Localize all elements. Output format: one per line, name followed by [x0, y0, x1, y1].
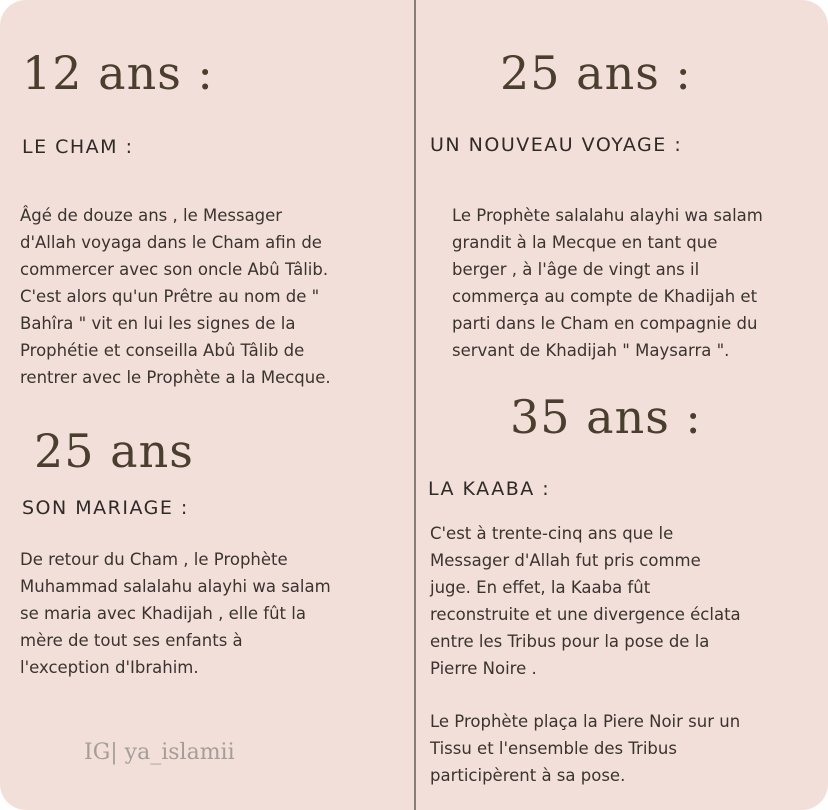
mariage-heading: SON MARIAGE : — [22, 497, 189, 519]
text-line: commerça au compte de Khadijah et — [452, 287, 758, 306]
text-line: Messager d'Allah fut pris comme — [430, 551, 701, 570]
age-35-title: 35 ans : — [510, 390, 702, 444]
text-line: rentrer avec le Prophète a la Mecque. — [20, 368, 331, 387]
text-line: De retour du Cham , le Prophète — [20, 550, 288, 569]
cham-paragraph — [20, 202, 331, 391]
cham-heading: LE CHAM : — [22, 136, 134, 158]
text-line: d'Allah voyaga dans le Cham afin de — [20, 233, 322, 252]
instagram-watermark: IG| ya_islamii — [84, 740, 235, 765]
text-line: commercer avec son oncle Abû Tâlib. — [20, 260, 329, 279]
text-line: Muhammad salalahu alayhi wa salam — [20, 577, 331, 596]
text-line: grandit à la Mecque en tant que — [452, 233, 718, 252]
text-line: Bahîra " vit en lui les signes de la — [20, 314, 296, 333]
text-line: se maria avec Khadijah , elle fût la — [20, 604, 306, 623]
column-divider — [414, 0, 416, 810]
age-12-title: 12 ans : — [22, 46, 214, 100]
kaaba-paragraph — [430, 520, 741, 682]
text-line: reconstruite et une divergence éclata — [430, 605, 741, 624]
text-line: juge. En effet, la Kaaba fût — [430, 578, 651, 597]
age-25-mariage-title: 25 ans — [34, 424, 194, 478]
text-line: participèrent à sa pose. — [430, 766, 626, 785]
text-line: parti dans le Cham en compagnie du — [452, 314, 758, 333]
text-line: Le Prophète plaça la Piere Noir sur un — [430, 712, 741, 731]
text-line: Tissu et l'ensemble des Tribus — [430, 739, 677, 758]
voyage-heading: UN NOUVEAU VOYAGE : — [430, 134, 683, 156]
text-line: C'est à trente-cinq ans que le — [430, 524, 674, 543]
text-line: Prophétie et conseilla Abû Tâlib de — [20, 341, 305, 360]
age-25-voyage-title: 25 ans : — [500, 46, 692, 100]
text-line: servant de Khadijah " Maysarra ". — [452, 341, 730, 360]
mariage-paragraph — [20, 546, 331, 681]
text-line: berger , à l'âge de vingt ans il — [452, 260, 700, 279]
text-line: mère de tout ses enfants à — [20, 631, 243, 650]
voyage-paragraph — [452, 202, 763, 364]
text-line: Le Prophète salalahu alayhi wa salam — [452, 206, 763, 225]
text-line: Âgé de douze ans , le Messager — [20, 206, 283, 225]
kaaba-paragraph-2 — [430, 708, 740, 789]
text-line: entre les Tribus pour la pose de la — [430, 632, 710, 651]
text-line: l'exception d'Ibrahim. — [20, 658, 199, 677]
text-line: C'est alors qu'un Prêtre au nom de " — [20, 287, 320, 306]
kaaba-heading: LA KAABA : — [428, 478, 551, 500]
text-line: Pierre Noire . — [430, 659, 537, 678]
